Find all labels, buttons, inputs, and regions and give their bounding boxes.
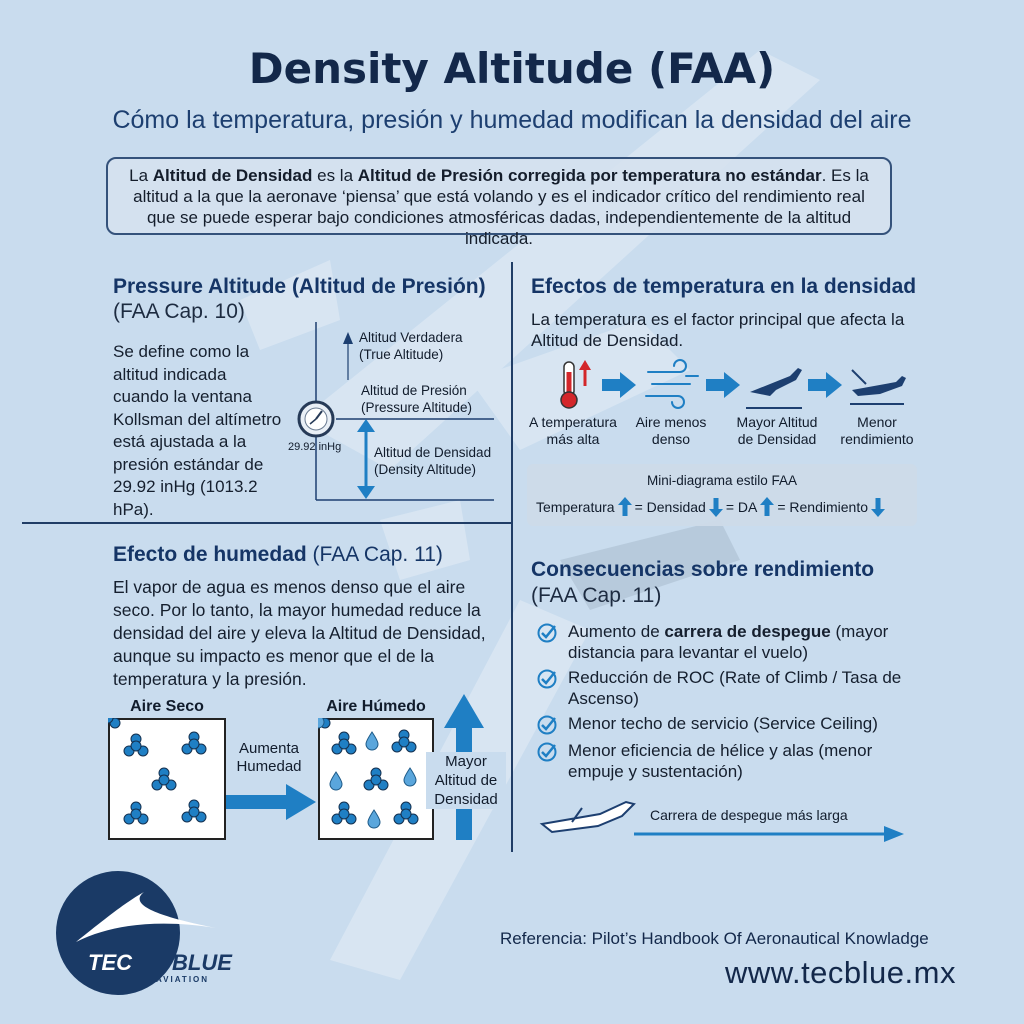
intro-text-3: . Es la altitud a la que la aeronave ‘piensa’ que está volando y es el indicador crítico del rendimiento real que se puede esperar bajo condiciones atmosféricas dadas, independientemente de la altitud indicada. bbox=[133, 166, 869, 248]
logo-aviation-text: AVIATION bbox=[156, 975, 210, 984]
increase-humidity-arrow-icon bbox=[226, 784, 318, 820]
true-altitude-label bbox=[359, 329, 463, 363]
section-divider-horizontal bbox=[22, 522, 512, 524]
temp-step-2-line2: denso bbox=[651, 431, 691, 447]
density-altitude-label-line1: Altitud de Densidad bbox=[374, 445, 492, 460]
temp-step-4-line2: rendimiento bbox=[840, 431, 914, 447]
density-altitude-label bbox=[374, 444, 491, 478]
consequences-list bbox=[536, 621, 916, 782]
consequence-1-tail: (mayor distancia para levantar el vuelo) bbox=[568, 622, 889, 662]
check-circle-icon bbox=[536, 714, 558, 736]
density-altitude-label-line2: (Density Altitude) bbox=[374, 462, 477, 477]
consequence-1-bold: carrera de despegue bbox=[664, 622, 831, 641]
pressure-altitude-label-line1: Altitud de Presión bbox=[361, 383, 467, 398]
higher-density-altitude-line3: Densidad bbox=[434, 791, 498, 808]
thermometer-icon bbox=[561, 360, 591, 408]
page-title: Density Altitude (FAA) bbox=[248, 44, 776, 93]
pressure-section-chapter: (FAA Cap. 10) bbox=[113, 300, 245, 323]
intro-box bbox=[106, 157, 892, 248]
temp-step-2-line1: Aire menos bbox=[635, 414, 707, 430]
wind-icon bbox=[646, 360, 698, 408]
logo-tec-text: TEC bbox=[88, 950, 132, 975]
temp-step-3-line2: de Densidad bbox=[737, 431, 817, 447]
dry-air-box bbox=[108, 718, 226, 840]
mini-da-label: = DA bbox=[725, 499, 758, 515]
down-arrow-icon bbox=[709, 497, 723, 517]
list-item bbox=[536, 621, 916, 663]
plane-climb-icon bbox=[746, 368, 802, 408]
pressure-altitude-label bbox=[361, 382, 472, 416]
temp-step-3-line1: Mayor Altitud bbox=[736, 414, 818, 430]
mini-diagram-title: Mini-diagrama estilo FAA bbox=[646, 473, 798, 488]
reference-text: Referencia: Pilot’s Handbook Of Aeronautical Knowladge bbox=[500, 929, 929, 948]
tec-blue-logo bbox=[56, 870, 262, 996]
humidity-section-body: El vapor de agua es menos denso que el aire seco. Por lo tanto, la mayor humedad reduce la densidad del aire y eleva la Altitud de Densidad, aunque su impacto es menor que el de la temperatura y la presión. bbox=[113, 577, 486, 689]
intro-text-2: es la bbox=[312, 166, 358, 185]
temp-step-1-line2: más alta bbox=[546, 431, 600, 447]
pressure-section-title: Pressure Altitude (Altitud de Presión) bbox=[113, 275, 486, 298]
temp-step-4-line1: Menor bbox=[857, 414, 897, 430]
up-arrow-icon bbox=[760, 497, 774, 517]
pressure-section-body: Se define como la altitud indicada cuando la ventana Kollsman del altímetro está ajustada a la presión estándar de 29.92 inHg (1013.2 hPa). bbox=[113, 342, 282, 519]
mini-diagram-formula bbox=[536, 497, 885, 517]
temperature-section-body: La temperatura es el factor principal que afecta la Altitud de Densidad. bbox=[531, 310, 905, 350]
mini-temp-label: Temperatura bbox=[536, 499, 615, 515]
plane-low-icon bbox=[850, 370, 906, 404]
check-circle-icon bbox=[536, 622, 558, 644]
dry-air-label: Aire Seco bbox=[130, 698, 204, 715]
higher-density-altitude-line2: Altitud de bbox=[434, 772, 498, 789]
temp-step-3 bbox=[727, 414, 827, 448]
consequence-4-text: Menor eficiencia de hélice y alas (menor empuje y sustentación) bbox=[568, 741, 873, 781]
pressure-altitude-label-line2: (Pressure Altitude) bbox=[361, 400, 473, 415]
consequence-1-text: Aumento de bbox=[568, 622, 665, 641]
humidity-section-title: Efecto de humedad bbox=[113, 543, 307, 566]
altimeter-setting-label: 29.92 inHg bbox=[288, 441, 342, 453]
consequences-section-chapter: (FAA Cap. 11) bbox=[531, 584, 662, 607]
up-arrow-icon bbox=[618, 497, 632, 517]
consequences-section-title: Consecuencias sobre rendimiento bbox=[531, 558, 875, 581]
temperature-section-title: Efectos de temperatura en la densidad bbox=[531, 275, 917, 298]
higher-density-altitude-line1: Mayor bbox=[445, 753, 487, 770]
list-item bbox=[536, 667, 916, 709]
down-arrow-icon bbox=[871, 497, 885, 517]
mini-performance-label: = Rendimiento bbox=[777, 499, 868, 515]
right-arrow-icon-2 bbox=[706, 372, 740, 398]
consequence-2-text: Reducción de ROC (Rate of Climb / Tasa de Ascenso) bbox=[568, 668, 902, 708]
list-item bbox=[536, 740, 916, 782]
plane-takeoff-icon bbox=[542, 802, 634, 832]
page-subtitle: Cómo la temperatura, presión y humedad modifican la densidad del aire bbox=[112, 106, 912, 134]
humid-air-box bbox=[318, 718, 434, 840]
website-link[interactable]: www.tecblue.mx bbox=[725, 955, 956, 990]
list-item bbox=[536, 713, 916, 736]
takeoff-run-label: Carrera de despegue más larga bbox=[650, 807, 848, 823]
increase-humidity-label bbox=[226, 740, 312, 776]
true-altitude-label-line2: (True Altitude) bbox=[359, 347, 444, 362]
intro-bold-2: Altitud de Presión corregida por temperatura no estándar bbox=[357, 166, 822, 185]
temp-step-1-line1: A temperatura bbox=[529, 414, 617, 430]
intro-text-1: La bbox=[129, 166, 153, 185]
humid-air-label: Aire Húmedo bbox=[326, 698, 426, 715]
humidity-section-heading bbox=[113, 543, 513, 567]
intro-bold-1: Altitud de Densidad bbox=[152, 166, 313, 185]
check-circle-icon bbox=[536, 668, 558, 690]
temperature-flow-icons bbox=[540, 356, 920, 416]
increase-humidity-line1: Aumenta bbox=[238, 740, 300, 757]
true-altitude-label-line1: Altitud Verdadera bbox=[359, 330, 463, 345]
logo-blue-text: BLUE bbox=[172, 950, 232, 975]
increase-humidity-line2: Humedad bbox=[236, 758, 302, 775]
right-arrow-icon-3 bbox=[808, 372, 842, 398]
temp-step-4 bbox=[830, 414, 924, 448]
higher-density-altitude-label bbox=[426, 752, 506, 809]
check-circle-icon bbox=[536, 741, 558, 763]
right-arrow-icon-1 bbox=[602, 372, 636, 398]
consequence-3-text: Menor techo de servicio (Service Ceiling) bbox=[568, 714, 878, 733]
temp-step-1 bbox=[523, 414, 623, 448]
humidity-section-chapter: (FAA Cap. 11) bbox=[312, 543, 443, 566]
temp-step-2 bbox=[626, 414, 716, 448]
mini-density-label: = Densidad bbox=[634, 499, 706, 515]
